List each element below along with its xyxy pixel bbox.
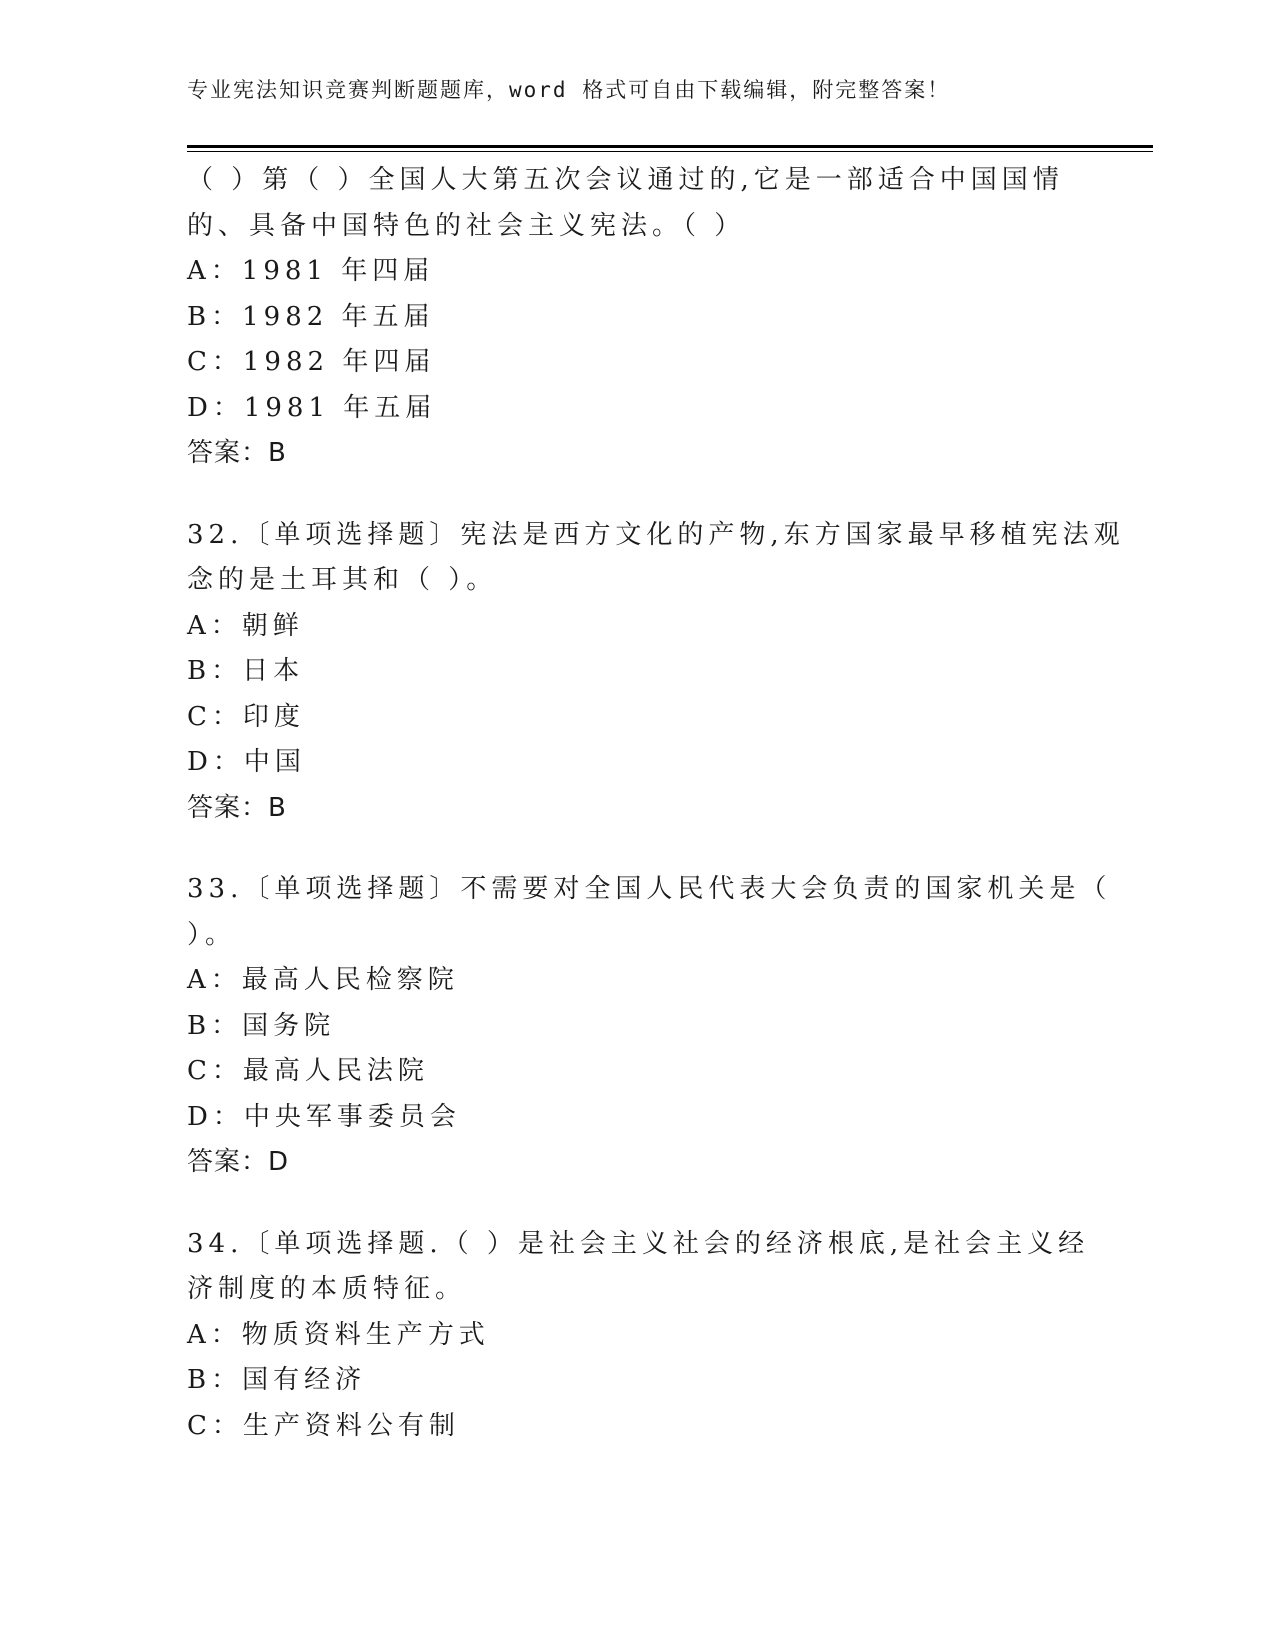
question-stem-line: 34.〔单项选择题.（ ）是社会主义社会的经济根底,是社会主义经 (187, 1228, 1090, 1259)
option-b: B：日本 (187, 656, 305, 686)
answer: 答案：B (187, 792, 287, 823)
question-stem-line: 33.〔单项选择题〕不需要对全国人民代表大会负责的国家机关是（ (187, 874, 1112, 904)
option-a: A：最高人民检察院 (187, 965, 459, 995)
answer: 答案：D (187, 1147, 290, 1177)
answer: 答案：B (187, 438, 287, 468)
option-b: B：国务院 (187, 1010, 336, 1041)
question-stem-line: 念的是土耳其和（ ）。 (187, 565, 498, 595)
option-a: A：朝鲜 (187, 610, 304, 641)
question-item (187, 513, 1125, 832)
option-d: D：中央军事委员会 (187, 1101, 461, 1132)
header-divider-thin (187, 151, 1153, 152)
option-a: A：物质资料生产方式 (187, 1319, 490, 1350)
header-divider-thick (187, 145, 1153, 148)
option-a: A：1981 年四届 (187, 256, 435, 286)
question-stem-line: 济制度的本质特征。 (187, 1274, 467, 1304)
option-d: D：1981 年五届 (187, 392, 437, 423)
option-c: C：最高人民法院 (187, 1056, 429, 1086)
question-stem-line: 32.〔单项选择题〕宪法是西方文化的产物,东方国家最早移植宪法观 (187, 519, 1125, 550)
question-item (187, 867, 1112, 1186)
question-stem-line: 的、具备中国特色的社会主义宪法。（ ） (187, 210, 746, 241)
question-item (187, 158, 1087, 477)
question-stem-line: ）。 (187, 919, 237, 950)
option-d: D：中国 (187, 747, 306, 777)
question-item (187, 1222, 1090, 1450)
option-c: C：印度 (187, 701, 305, 732)
question-stem-line: （ ）第（ ）全国人大第五次会议通过的,它是一部适合中国国情 (187, 165, 1064, 195)
question-list (187, 158, 1125, 1485)
option-c: C：生产资料公有制 (187, 1410, 460, 1441)
option-c: C：1982 年四届 (187, 347, 436, 377)
option-b: B：1982 年五届 (187, 301, 435, 332)
option-b: B：国有经济 (187, 1365, 367, 1395)
header-title: 专业宪法知识竞赛判断题题库，word 格式可自由下载编辑，附完整答案！ (187, 78, 951, 102)
